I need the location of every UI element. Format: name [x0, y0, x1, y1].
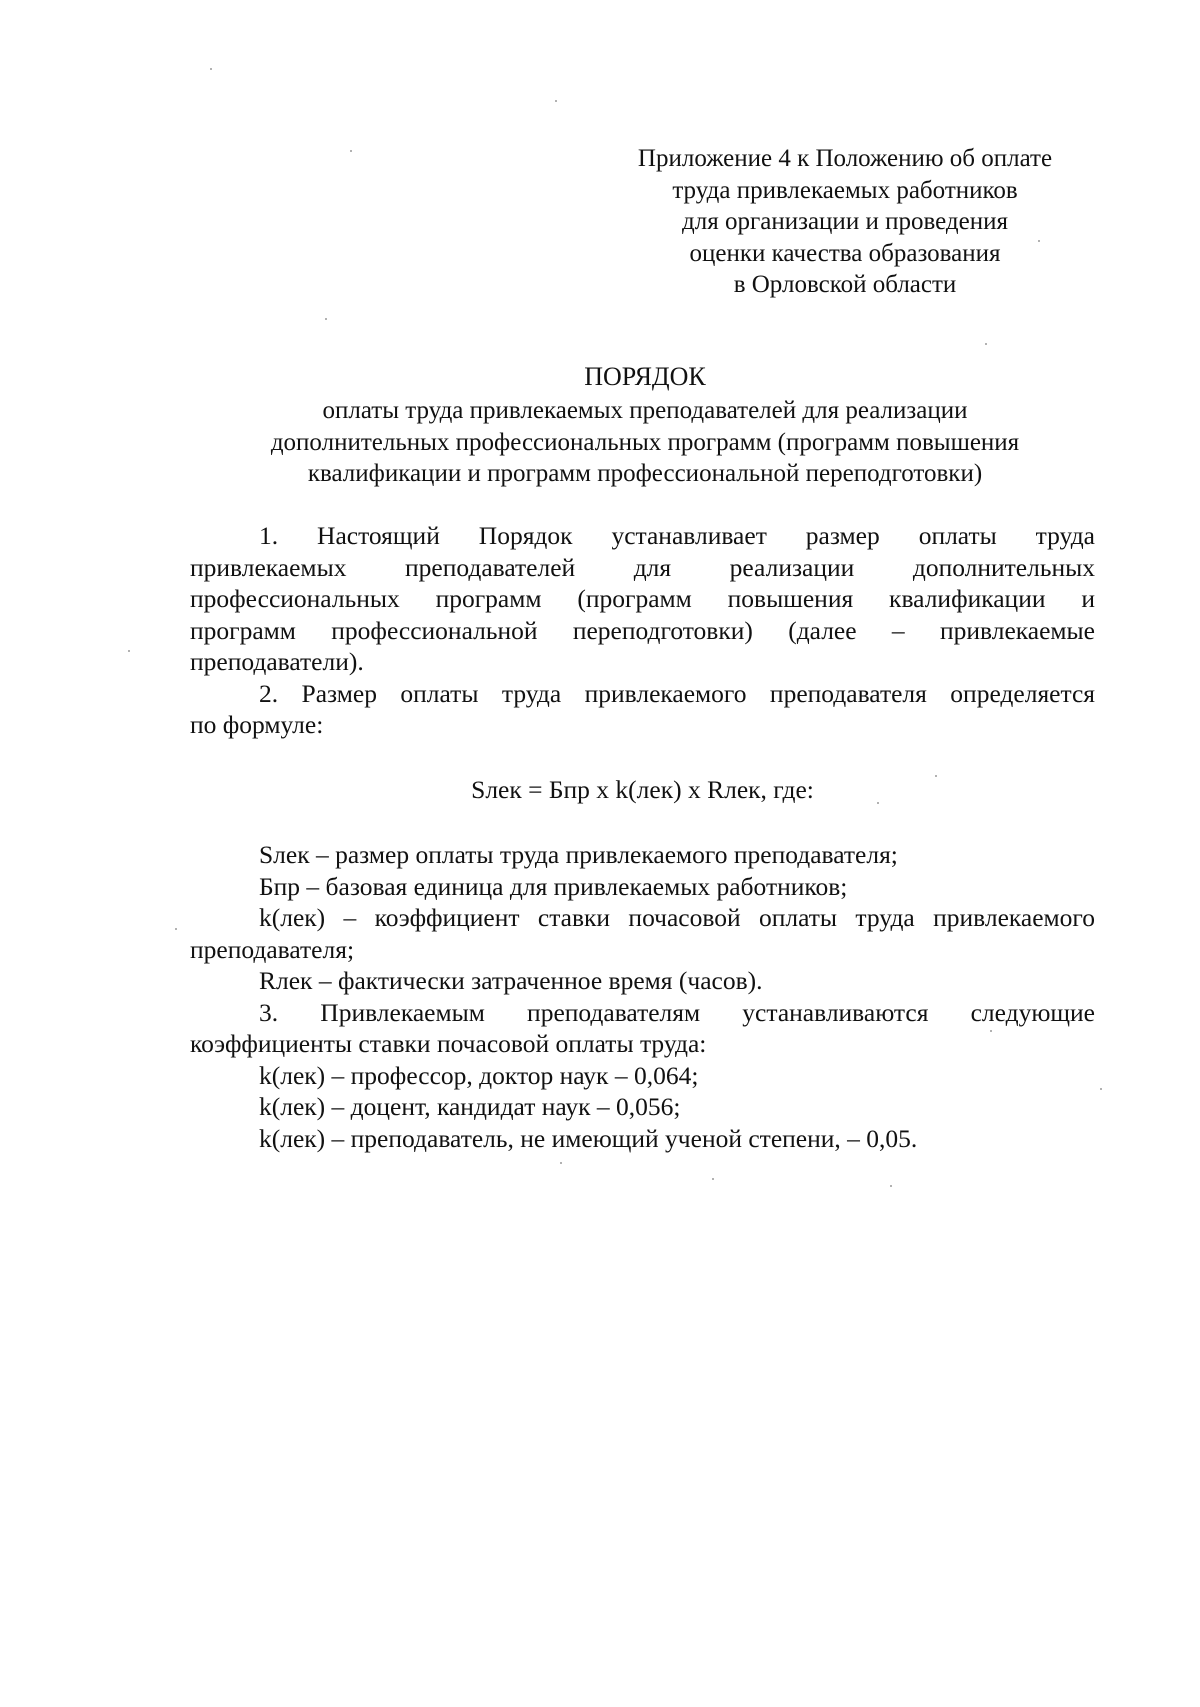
subtitle-line: квалификации и программ профессиональной переподготовки) — [307, 460, 983, 487]
attachment-line: труда привлекаемых работников — [672, 176, 1018, 204]
paragraph-3-line: коэффициенты ставки почасовой оплаты труда: — [190, 1029, 707, 1058]
attachment-line: для организации и проведения — [682, 208, 1008, 235]
scan-speck — [1100, 1088, 1102, 1090]
scan-speck — [985, 343, 987, 345]
paragraph-1-line: программ профессиональной переподготовки) (далее – привлекаемые — [190, 615, 1095, 645]
paragraph-1-line: преподаватели). — [190, 647, 364, 676]
definition-s: Sлек – размер оплаты труда привлекаемого преподавателя; — [259, 840, 898, 869]
scan-speck — [210, 68, 212, 70]
attachment-line: в Орловской области — [733, 271, 957, 298]
scan-speck — [555, 100, 557, 102]
paragraph-1-line: привлекаемых преподавателей для реализации дополнительных — [190, 552, 1095, 582]
paragraph-1-line: профессиональных программ (программ повышения квалификации и — [190, 584, 1095, 613]
scan-speck — [560, 1162, 562, 1164]
scan-speck — [712, 1178, 714, 1180]
scan-speck — [325, 318, 327, 320]
scan-speck — [128, 650, 130, 652]
attachment-header — [610, 143, 1080, 301]
definition-k-cont: преподавателя; — [190, 934, 355, 964]
scan-speck — [990, 1030, 992, 1032]
definition-k: k(лек) – коэффициент ставки почасовой оплаты труда привлекаемого — [259, 903, 1095, 932]
subtitle-line: дополнительных профессиональных программ (программ повышения — [270, 428, 1020, 456]
definition-r: Rлек – фактически затраченное время (часов). — [259, 966, 763, 995]
paragraph-1-line: 1. Настоящий Порядок устанавливает размер оплаты труда — [259, 521, 1095, 550]
document-title: ПОРЯДОК — [584, 362, 706, 391]
scan-speck — [890, 1185, 892, 1187]
scan-speck — [1038, 240, 1040, 242]
attachment-line: Приложение 4 к Положению об оплате — [637, 145, 1053, 172]
document-subtitle — [190, 395, 1100, 490]
scan-speck — [175, 928, 177, 930]
subtitle-line: оплаты труда привлекаемых преподавателей для реализации — [322, 397, 968, 424]
paragraph-3-line: 3. Привлекаемым преподавателям устанавливаются следующие — [259, 997, 1095, 1027]
definition-b: Бпр – базовая единица для привлекаемых работников; — [259, 871, 848, 901]
scan-speck — [877, 802, 879, 804]
scan-speck — [350, 150, 352, 152]
coefficient-item: k(лек) – доцент, кандидат наук – 0,056; — [259, 1092, 681, 1121]
paragraph-2-line: 2. Размер оплаты труда привлекаемого преподавателя определяется — [259, 678, 1095, 708]
payment-formula: Sлек = Бпр х k(лек) х Rлек, где: — [471, 774, 814, 804]
coefficient-item: k(лек) – преподаватель, не имеющий ученой степени, – 0,05. — [259, 1123, 918, 1153]
coefficient-item: k(лек) – профессор, доктор наук – 0,064; — [259, 1060, 699, 1090]
attachment-line: оценки качества образования — [689, 239, 1001, 267]
scan-speck — [935, 775, 937, 777]
paragraph-2-line: по формуле: — [190, 710, 324, 739]
document-body — [190, 520, 1095, 1154]
